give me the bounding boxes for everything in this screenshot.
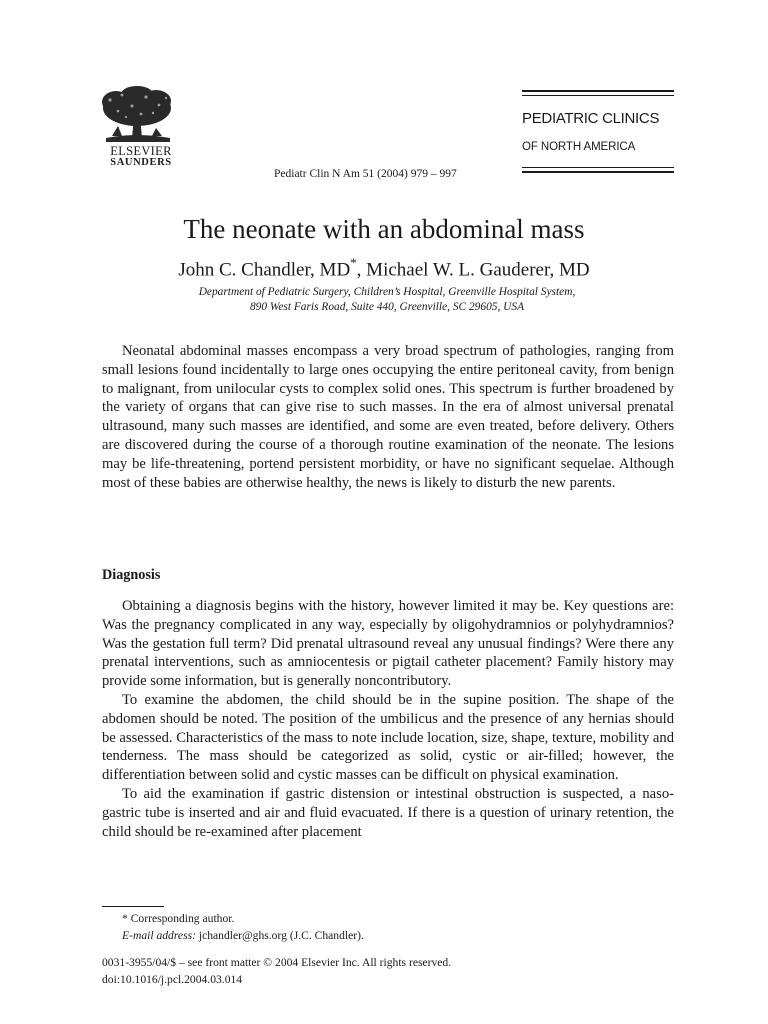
author-name: Michael W. L. Gauderer, MD <box>366 259 590 281</box>
copyright-line: 0031-3955/04/$ – see front matter © 2004 Elsevier Inc. All rights reserved. <box>102 956 452 969</box>
email-label: E-mail address: <box>122 928 196 942</box>
corresponding-author-marker: * <box>350 255 357 270</box>
masthead-rule <box>522 167 674 168</box>
author-separator: , <box>356 259 367 281</box>
abstract <box>102 342 674 492</box>
publisher-name <box>96 146 186 168</box>
publisher-line1: ELSEVIER <box>110 144 172 158</box>
section-body <box>102 597 674 841</box>
author-list <box>0 256 768 281</box>
journal-title-line2: OF NORTH AMERICA <box>522 141 636 153</box>
body-paragraph: To aid the examination if gastric distension or intestinal obstruction is suspected, a naso-gastric tube is inserted and air and fluid evacuated. If there is a question of urinary retention, the child should be re-examined after placement <box>102 785 674 840</box>
journal-masthead <box>522 90 674 176</box>
email-address: jchandler@ghs.org (J.C. Chandler). <box>198 928 364 942</box>
author-affiliation <box>0 285 768 315</box>
masthead-rule <box>522 90 674 92</box>
body-paragraph: To examine the abdomen, the child should be in the supine position. The shape of the abdomen should be noted. The position of the umbilicus and the presence of any hernias should be assessed. Characteristics of the mass to note include location, size, shape, texture, mobility and tenderness. The mass should be categorized as solid, cystic or air-filled; however, the differentiation between solid and cystic masses can be difficult on physical examination. <box>102 691 674 784</box>
footnotes <box>122 911 364 944</box>
journal-citation: Pediatr Clin N Am 51 (2004) 979 – 997 <box>274 168 457 180</box>
author-name: John C. Chandler, MD <box>178 259 351 281</box>
email-note <box>122 928 364 945</box>
body-paragraph: Obtaining a diagnosis begins with the history, however limited it may be. Key questions are: Was the pregnancy complicated in any way, especially by oligohydramnios or polyhydramnios? Was the gestation full term? Did prenatal ultrasound reveal any unusual findings? Were there any prenatal interventions, such as amniocentesis or pigtail catheter placement? Family history may provide some information, but is generally noncontributory. <box>102 598 674 690</box>
footnote-divider <box>102 906 164 907</box>
copyright-block <box>102 954 451 988</box>
corresponding-author-note: * Corresponding author. <box>122 912 235 925</box>
publisher-line2: SAUNDERS <box>110 157 172 168</box>
section-heading: Diagnosis <box>102 567 161 583</box>
journal-title-line1: PEDIATRIC CLINICS <box>522 110 660 127</box>
masthead-rule <box>522 95 674 96</box>
doi-line: doi:10.1016/j.pcl.2004.03.014 <box>102 973 243 986</box>
article-title: The neonate with an abdominal mass <box>183 214 585 244</box>
affiliation-line: Department of Pediatric Surgery, Children’s Hospital, Greenville Hospital System, <box>198 286 576 298</box>
affiliation-line: 890 West Faris Road, Suite 440, Greenville, SC 29605, USA <box>249 301 525 313</box>
abstract-paragraph: Neonatal abdominal masses encompass a very broad spectrum of pathologies, ranging from small lesions found incidentally to large ones occupying the entire peritoneal cavity, from benign to malignant, from unilocular cysts to complex solid ones. This spectrum is further broadened by the variety of organs that can give rise to such masses. In the era of almost universal prenatal ultrasound, many such masses are identified, and some are even treated, before delivery. Others are discovered during the course of a thorough routine examination of the neonate. The lesions may be life-threatening, portend persistent morbidity, or have no significant sequelae. Although most of these babies are otherwise healthy, the news is likely to disturb the new parents. <box>102 343 674 491</box>
masthead-rule <box>522 171 674 173</box>
